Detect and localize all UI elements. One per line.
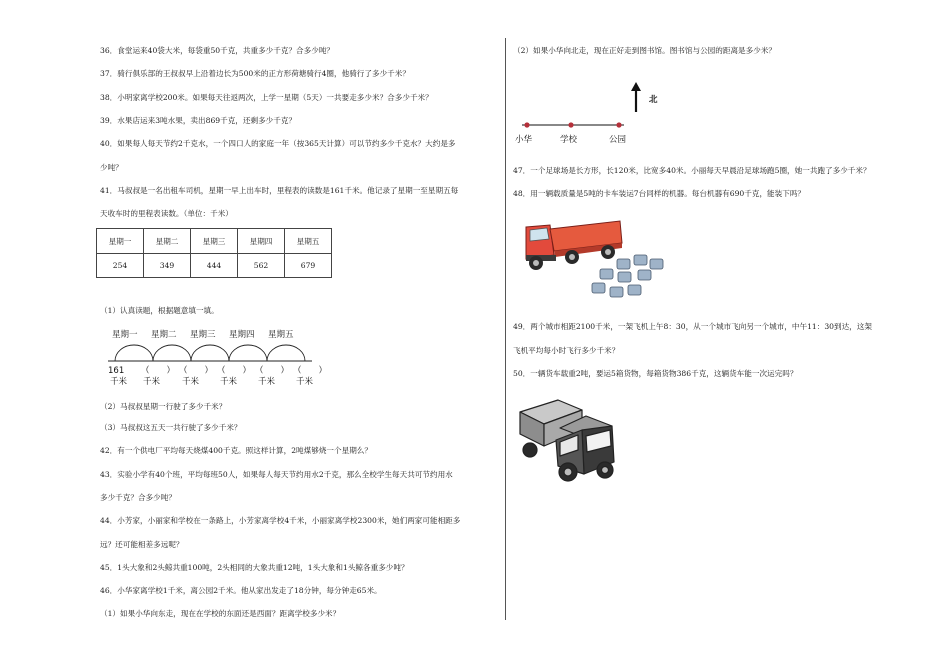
- diagram-blank[interactable]: （ ）: [255, 366, 290, 376]
- map-point-park: [616, 122, 621, 127]
- question-46: 46．小华家离学校1千米，离公园2千米。他从家出发走了18分钟，每分钟走65米。: [100, 586, 382, 595]
- question-42: 42．有一个供电厂平均每天烧煤400千克。照这样计算，2吨煤够烧一个星期么？: [100, 446, 372, 455]
- diagram-start-value: 161: [108, 366, 125, 376]
- table-header-cell: 星期一: [97, 229, 144, 254]
- question-41-sub2: （2）马叔叔星期一行驶了多少千米？: [100, 402, 227, 411]
- question-38: 38．小明家离学校200米。如果每天往返两次，上学一星期（5天）一共要走多少米？合多少千米？: [100, 93, 433, 102]
- map-label: 小华: [515, 135, 533, 145]
- diagram-unit: 千米: [182, 377, 200, 387]
- mileage-arc-diagram: [98, 324, 338, 388]
- question-49-line2: 飞机平均每小时飞行多少千米？: [513, 346, 620, 355]
- map-point-xiaohua: [524, 122, 529, 127]
- table-row: [97, 254, 332, 278]
- table-cell: 349: [144, 254, 191, 278]
- diagram-day-label: 星期五: [268, 330, 294, 340]
- question-46-sub2: （2）如果小华向北走，现在正好走到图书馆。图书馆与公园的距离是多少米？: [513, 46, 777, 55]
- gray-truck-illustration: [516, 392, 626, 487]
- diagram-blank[interactable]: （ ）: [179, 366, 214, 376]
- diagram-arc: [267, 345, 305, 361]
- table-header-cell: 星期三: [191, 229, 238, 254]
- odometer-table: [96, 228, 332, 278]
- question-37: 37．骑行俱乐部的王叔叔早上沿着边长为500米的正方形荷塘骑行4圈，他骑行了多少千米？: [100, 69, 410, 78]
- diagram-day-label: 星期四: [229, 330, 255, 340]
- table-header-cell: 星期五: [285, 229, 332, 254]
- machine-boxes-icon: [592, 255, 663, 297]
- diagram-arc: [115, 345, 153, 361]
- red-truck-icon: [526, 221, 622, 270]
- table-header-row: [97, 229, 332, 254]
- cargo-truck-icon: [520, 400, 614, 481]
- question-45: 45．1头大象和2头鲸共重100吨，2头相同的大象共重12吨，1头大象和1头鲸各重多少吨？: [100, 563, 409, 572]
- question-49-line1: 49．两个城市相距2100千米，一架飞机上午8：30，从一个城市飞向另一个城市，中午11：30到达，这架: [513, 322, 872, 331]
- map-label: 公园: [609, 135, 627, 145]
- question-39: 39．水果店运来3吨水果，卖出869千克，还剩多少千克？: [100, 116, 297, 125]
- question-36: 36．食堂运来40袋大米，每袋重50千克，共重多少千克？合多少吨？: [100, 46, 335, 55]
- diagram-blank[interactable]: （ ）: [217, 366, 252, 376]
- question-40-line1: 40．如果每人每天节约2千克水，一个四口人的家庭一年（按365天计算）可以节约多少千克水？大约是多: [100, 139, 456, 148]
- question-43-line1: 43．实验小学有40个班，平均每班50人，如果每人每天节约用水2千克，那么全校学生每天共可节约用水: [100, 470, 453, 479]
- question-47: 47．一个足球场是长方形，长120米，比宽多40米。小丽每天早晨沿足球场跑5圈，她一共跑了多少千米？: [513, 166, 871, 175]
- diagram-day-label: 星期三: [190, 330, 216, 340]
- map-point-school: [568, 122, 573, 127]
- diagram-unit: 千米: [296, 377, 314, 387]
- table-cell: 562: [238, 254, 285, 278]
- diagram-day-label: 星期二: [151, 330, 177, 340]
- diagram-unit: 千米: [220, 377, 238, 387]
- question-46-sub1: （1）如果小华向东走，现在在学校的东面还是西面？距离学校多少米？: [100, 609, 341, 618]
- table-header-cell: 星期四: [238, 229, 285, 254]
- diagram-day-label: 星期一: [112, 330, 138, 340]
- question-41-sub3: （3）马叔叔这五天一共行驶了多少千米？: [100, 423, 242, 432]
- question-48: 48．用一辆载质量是5吨的卡车装运7台同样的机器。每台机器有690千克，能装下吗？: [513, 189, 806, 198]
- diagram-unit: 千米: [258, 377, 276, 387]
- question-43-line2: 多少千克？合多少吨？: [100, 493, 176, 502]
- north-arrow-icon: [631, 82, 641, 91]
- table-cell: 254: [97, 254, 144, 278]
- diagram-unit: 千米: [110, 377, 128, 387]
- question-40-line2: 少吨？: [100, 163, 123, 172]
- question-41-line1: 41．马叔叔是一名出租车司机，星期一早上出车时，里程表的读数是161千米。他记录了星期一至星期五每: [100, 186, 459, 195]
- diagram-arc: [153, 345, 191, 361]
- table-cell: 444: [191, 254, 238, 278]
- table-header-cell: 星期二: [144, 229, 191, 254]
- question-41-line2: 天收车时的里程表读数。（单位：千米）: [100, 209, 233, 218]
- question-44-line2: 远？还可能相差多远呢？: [100, 540, 184, 549]
- table-cell: 679: [285, 254, 332, 278]
- diagram-arc: [229, 345, 267, 361]
- diagram-arc: [191, 345, 229, 361]
- question-41-sub1: （1）认真读题，根据题意填一填。: [100, 306, 219, 315]
- question-50: 50．一辆货车载重2吨，要运5箱货物，每箱货物386千克，这辆货车能一次运完吗？: [513, 369, 798, 378]
- diagram-unit: 千米: [143, 377, 161, 387]
- question-44-line1: 44．小芳家，小丽家和学校在一条路上，小芳家离学校4千米，小丽家离学校2300米，她们两家可能相距多: [100, 516, 461, 525]
- map-label: 学校: [560, 135, 578, 145]
- column-divider: [505, 38, 506, 620]
- red-truck-machines-illustration: [522, 215, 667, 305]
- diagram-blank[interactable]: （ ）: [141, 366, 176, 376]
- north-label: 北: [649, 95, 658, 105]
- diagram-blank[interactable]: （ ）: [293, 366, 328, 376]
- direction-map: [512, 80, 672, 150]
